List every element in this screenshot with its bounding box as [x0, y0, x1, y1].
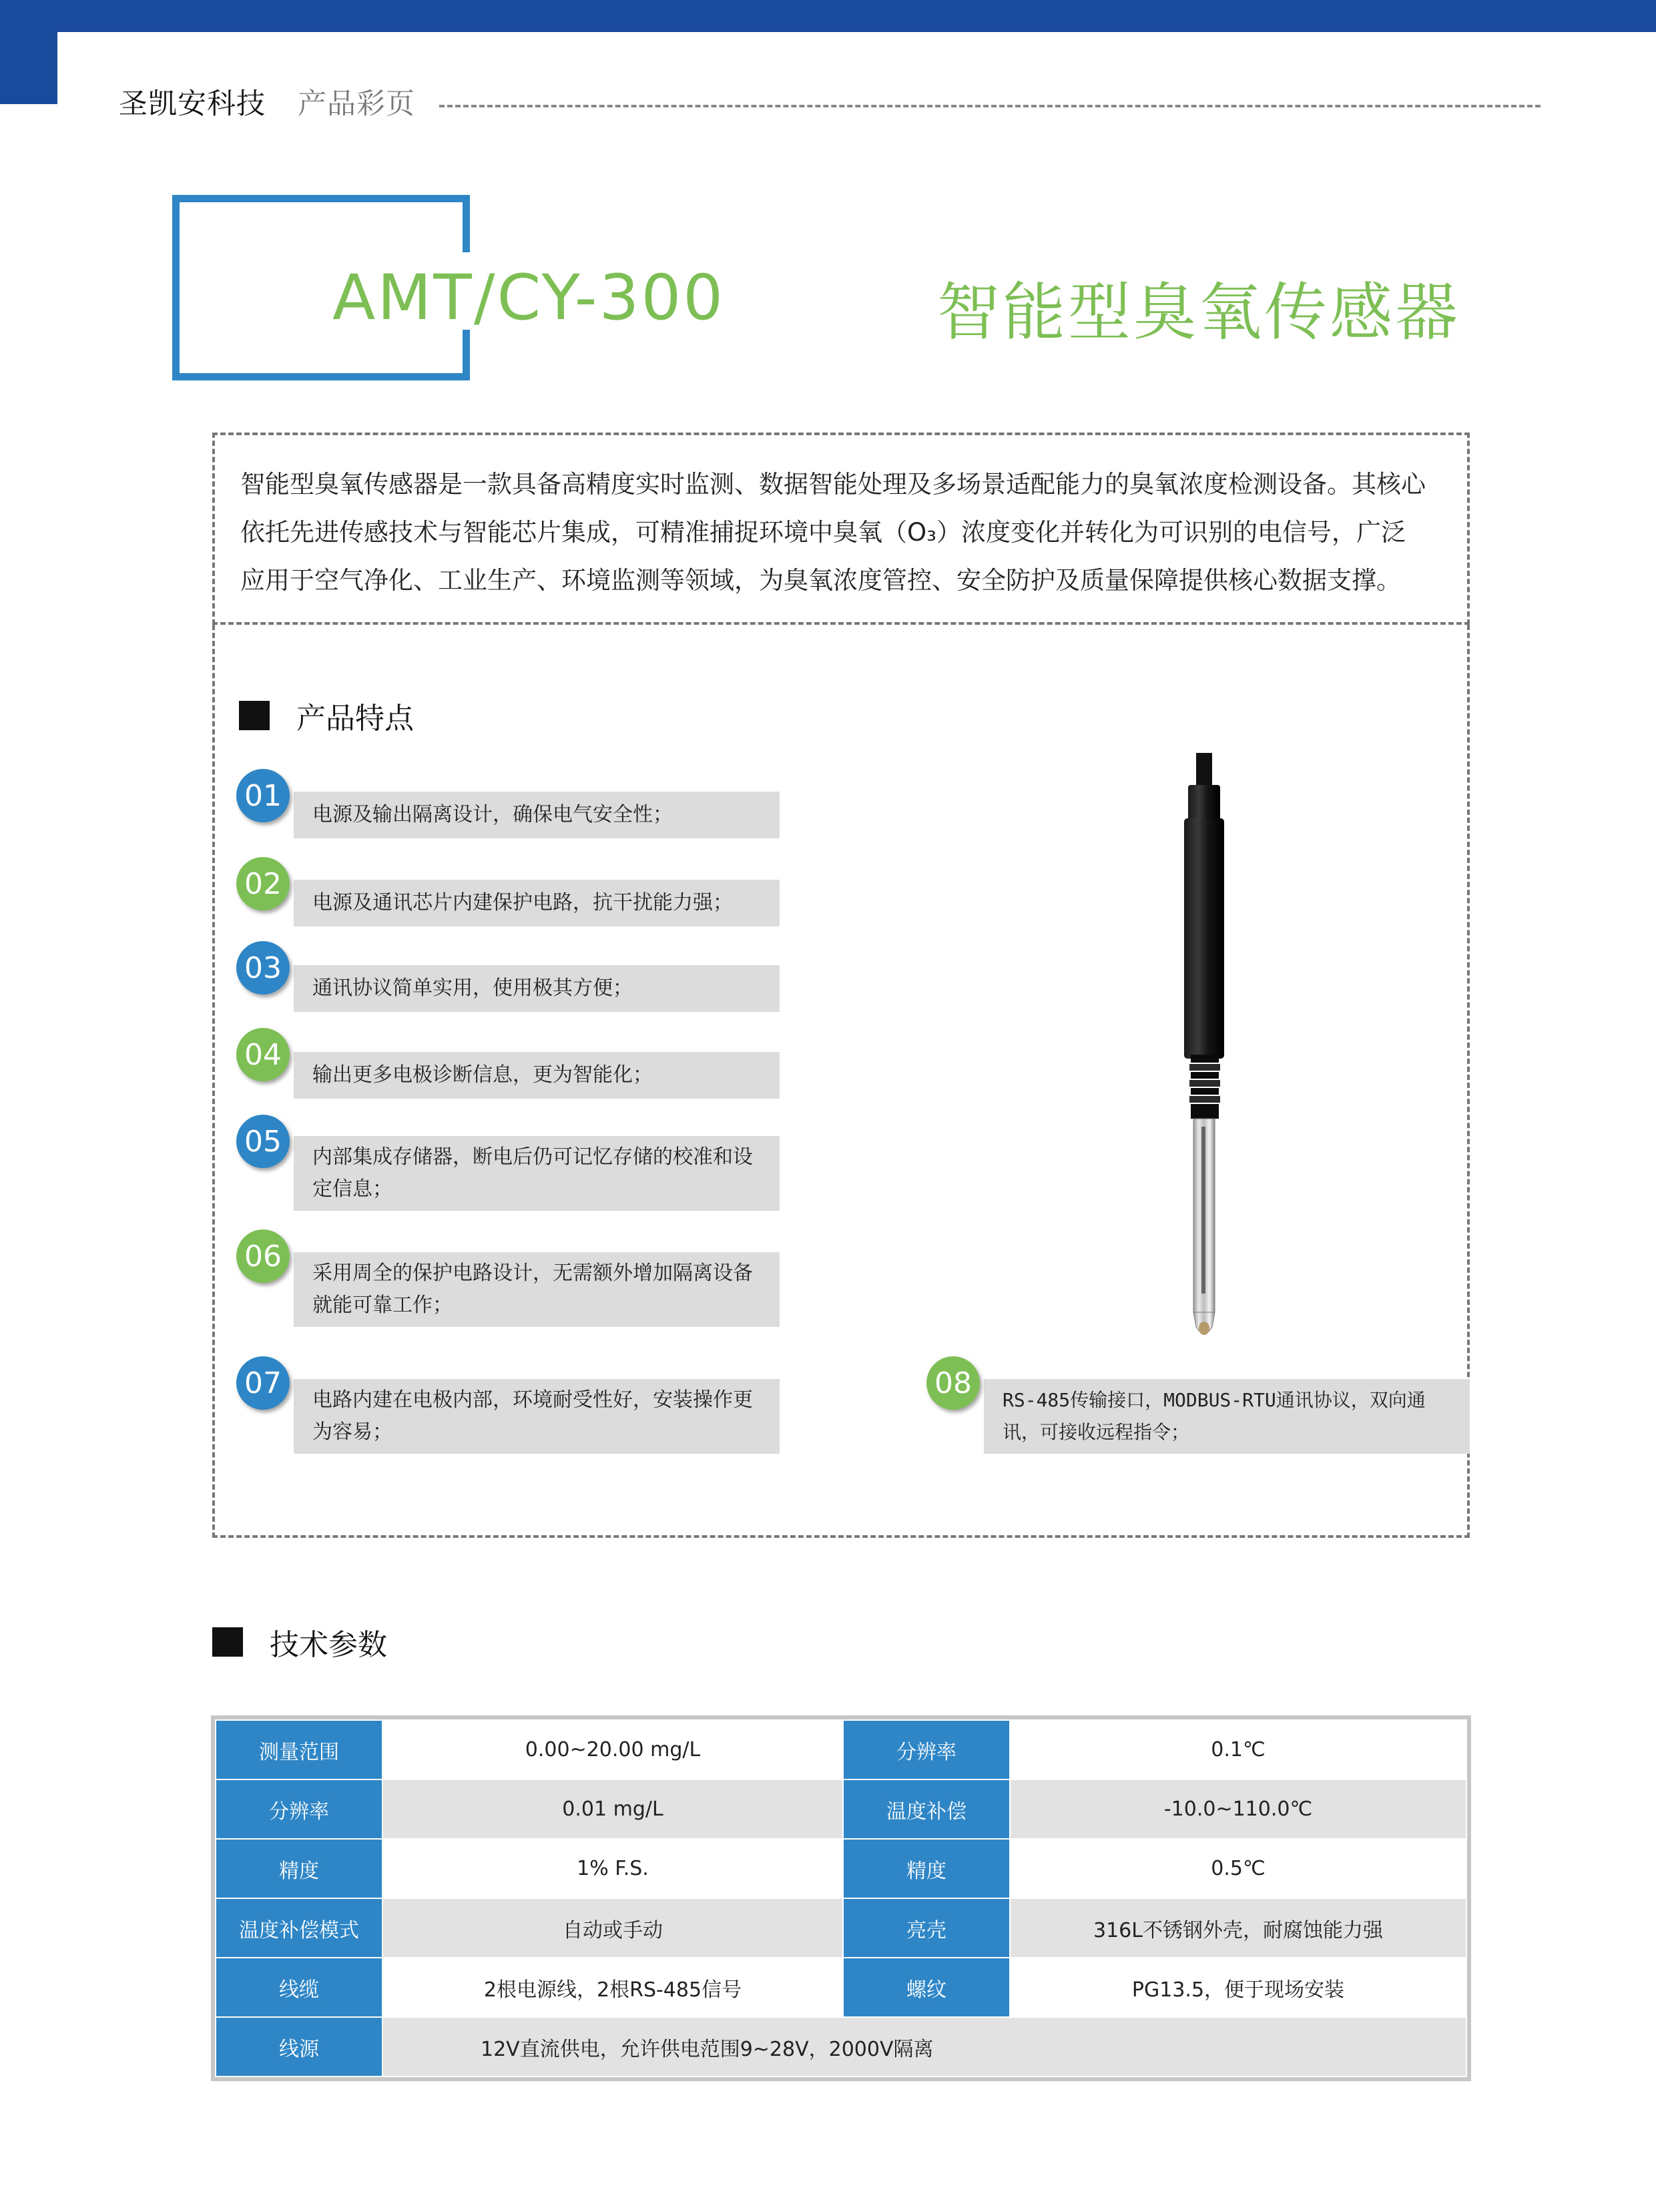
param-label: 精度: [216, 1839, 382, 1898]
param-label: 分辨率: [216, 1779, 382, 1839]
features-title: 产品特点: [296, 702, 414, 736]
table-row: [216, 2017, 1466, 2077]
param-value: 自动或手动: [382, 1898, 843, 1958]
description-line: 智能型臭氧传感器是一款具备高精度实时监测、数据智能处理及多场景适配能力的臭氧浓度检测设备。其核心: [240, 470, 1426, 499]
header-divider: [439, 105, 1541, 107]
param-value: 2根电源线，2根RS-485信号: [382, 1958, 843, 2017]
description-text: [240, 461, 1442, 605]
product-name: 智能型臭氧传感器: [937, 276, 1461, 349]
ozone-sensor-probe-image: [1155, 753, 1255, 1340]
param-label: 温度补偿: [843, 1779, 1010, 1839]
params-heading: [212, 1621, 387, 1663]
description-line: 应用于空气净化、工业生产、环境监测等领域，为臭氧浓度管控、安全防护及质量保障提供核心数据支撑。: [240, 566, 1401, 595]
param-value: 12V直流供电，允许供电范围9~28V，2000V隔离: [382, 2017, 1466, 2077]
feature-number-badge: 01: [236, 769, 290, 822]
heading-square-icon: [239, 701, 270, 730]
param-value: PG13.5，便于现场安装: [1010, 1958, 1466, 2017]
feature-item: RS-485传输接口，MODBUS-RTU通讯协议，双向通讯，可接收远程指令；: [984, 1379, 1470, 1454]
feature-item: 电源及通讯芯片内建保护电路，抗干扰能力强；: [294, 880, 780, 926]
table-row: [216, 1720, 1466, 1779]
feature-item: 输出更多电极诊断信息，更为智能化；: [294, 1052, 780, 1099]
param-value: 0.01 mg/L: [382, 1779, 843, 1839]
param-value: 0.5℃: [1010, 1839, 1466, 1898]
model-number: AMT/CY-300: [332, 262, 726, 334]
param-value: 0.00~20.00 mg/L: [382, 1720, 843, 1779]
param-label: 分辨率: [843, 1720, 1010, 1779]
param-label: 亮壳: [843, 1898, 1010, 1958]
feature-number-badge: 07: [236, 1356, 290, 1410]
table-row: [216, 1839, 1466, 1898]
table-row: [216, 1779, 1466, 1839]
param-value: -10.0~110.0℃: [1010, 1779, 1466, 1839]
feature-number-badge: 03: [236, 941, 290, 995]
feature-item: 内部集成存储器，断电后仍可记忆存储的校准和设定信息；: [294, 1136, 780, 1211]
brand-name: 圣凯安科技: [119, 87, 266, 121]
feature-number-badge: 06: [236, 1229, 290, 1283]
heading-square-icon: [212, 1627, 243, 1657]
params-title: 技术参数: [270, 1628, 387, 1662]
table-row: [216, 1898, 1466, 1958]
feature-number-badge: 08: [926, 1356, 980, 1410]
param-label: 线缆: [216, 1958, 382, 2017]
top-color-bar: [0, 0, 1656, 32]
feature-item: 通讯协议简单实用，使用极其方便；: [294, 965, 780, 1012]
feature-item: 电路内建在电极内部，环境耐受性好，安装操作更为容易；: [294, 1379, 780, 1454]
top-corner-tab: [0, 0, 57, 104]
feature-number-badge: 05: [236, 1115, 290, 1168]
table-row: [216, 1958, 1466, 2017]
param-value: 316L不锈钢外壳，耐腐蚀能力强: [1010, 1898, 1466, 1958]
param-label: 线源: [216, 2017, 382, 2077]
param-label: 精度: [843, 1839, 1010, 1898]
description-line: 依托先进传感技术与智能芯片集成，可精准捕捉环境中臭氧（O₃）浓度变化并转化为可识别的电信号，广泛: [240, 518, 1406, 547]
feature-item: 采用周全的保护电路设计，无需额外增加隔离设备就能可靠工作；: [294, 1252, 780, 1327]
params-table: [211, 1715, 1471, 2081]
param-value: 0.1℃: [1010, 1720, 1466, 1779]
param-label: 螺纹: [843, 1958, 1010, 2017]
catalog-label: 产品彩页: [298, 87, 415, 121]
param-value: 1% F.S.: [382, 1839, 843, 1898]
param-label: 测量范围: [216, 1720, 382, 1779]
feature-number-badge: 02: [236, 857, 290, 910]
param-label: 温度补偿模式: [216, 1898, 382, 1958]
feature-item: 电源及输出隔离设计，确保电气安全性；: [294, 792, 780, 838]
feature-number-badge: 04: [236, 1028, 290, 1081]
features-heading: [239, 694, 414, 737]
